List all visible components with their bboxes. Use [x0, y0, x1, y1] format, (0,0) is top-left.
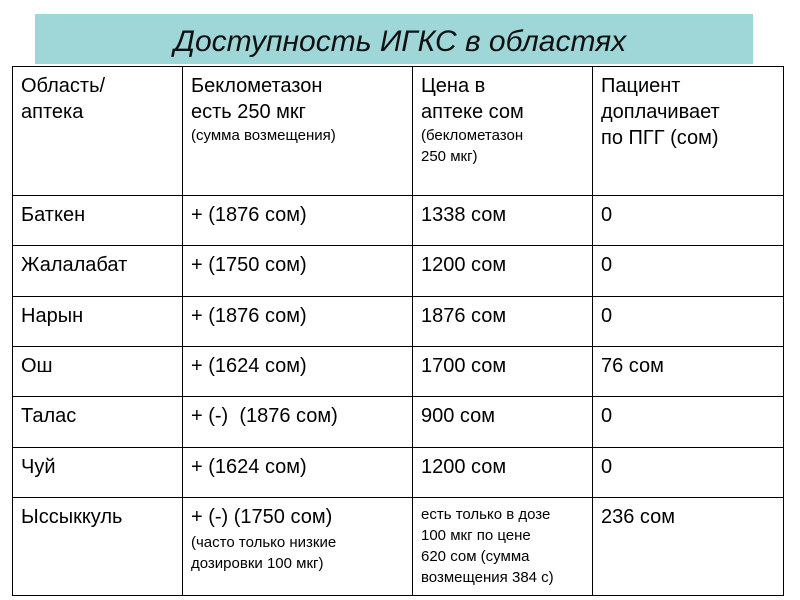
cell-price: 1876 сом	[413, 296, 593, 346]
cell-beclo: + (-) (1876 сом)	[183, 397, 413, 447]
cell-beclo-note2: дозировки 100 мкг)	[191, 555, 324, 573]
cell-beclo: + (1876 сом)	[183, 296, 413, 346]
cell-price	[413, 498, 593, 596]
header-region-line1: Область/	[21, 75, 106, 97]
cell-region: Жалалабат	[13, 246, 183, 296]
header-beclo-line1: Беклометазон	[191, 75, 323, 97]
table-row	[13, 296, 784, 346]
cell-copay: 76 сом	[593, 347, 784, 397]
table-row	[13, 498, 784, 596]
cell-beclo-note1: (часто только низкие	[191, 534, 337, 552]
header-region-line2: аптека	[21, 101, 84, 123]
cell-region: Ош	[13, 347, 183, 397]
cell-beclo-main: + (-) (1750 сом)	[191, 506, 333, 529]
cell-beclo: + (1876 сом)	[183, 195, 413, 245]
cell-region: Баткен	[13, 195, 183, 245]
header-beclomethasone	[183, 67, 413, 196]
header-copay-line1: Пациент	[601, 75, 681, 97]
cell-region: Чуй	[13, 447, 183, 497]
header-copay-line3: по ПГГ (сом)	[601, 127, 719, 149]
header-beclo-line2: есть 250 мкг	[191, 101, 306, 123]
header-beclo-sub: (сумма возмещения)	[191, 127, 336, 144]
cell-copay: 236 сом	[593, 498, 784, 596]
table-row	[13, 347, 784, 397]
table-row	[13, 246, 784, 296]
cell-price-line4: возмещения 384 с)	[421, 569, 554, 587]
cell-beclo: + (1750 сом)	[183, 246, 413, 296]
cell-region: Ыссыккуль	[13, 498, 183, 596]
header-price-line1: Цена в	[421, 75, 486, 97]
header-region	[13, 67, 183, 196]
header-price-sub1: (беклометазон	[421, 127, 524, 144]
cell-price-line3: 620 сом (сумма	[421, 548, 530, 566]
cell-price: 1338 сом	[413, 195, 593, 245]
table-row	[13, 447, 784, 497]
cell-copay: 0	[593, 246, 784, 296]
table-header-row	[13, 67, 784, 196]
cell-price-line1: есть только в дозе	[421, 506, 551, 524]
cell-price: 900 сом	[413, 397, 593, 447]
cell-beclo	[183, 498, 413, 596]
cell-region: Талас	[13, 397, 183, 447]
cell-price: 1200 сом	[413, 246, 593, 296]
cell-price: 1200 сом	[413, 447, 593, 497]
table-row	[13, 397, 784, 447]
cell-region: Нарын	[13, 296, 183, 346]
header-price-line2: аптеке сом	[421, 101, 524, 123]
header-copay	[593, 67, 784, 196]
page-title: Доступность ИГКС в областях	[173, 25, 627, 58]
header-price	[413, 67, 593, 196]
cell-copay: 0	[593, 447, 784, 497]
header-price-sub2: 250 мкг)	[421, 148, 478, 165]
cell-copay: 0	[593, 397, 784, 447]
cell-price-line2: 100 мкг по цене	[421, 527, 531, 545]
cell-copay: 0	[593, 195, 784, 245]
header-copay-line2: доплачивает	[601, 101, 720, 123]
cell-price: 1700 сом	[413, 347, 593, 397]
cell-beclo: + (1624 сом)	[183, 347, 413, 397]
table-row	[13, 195, 784, 245]
cell-beclo: + (1624 сом)	[183, 447, 413, 497]
cell-copay: 0	[593, 296, 784, 346]
availability-table	[12, 66, 784, 596]
